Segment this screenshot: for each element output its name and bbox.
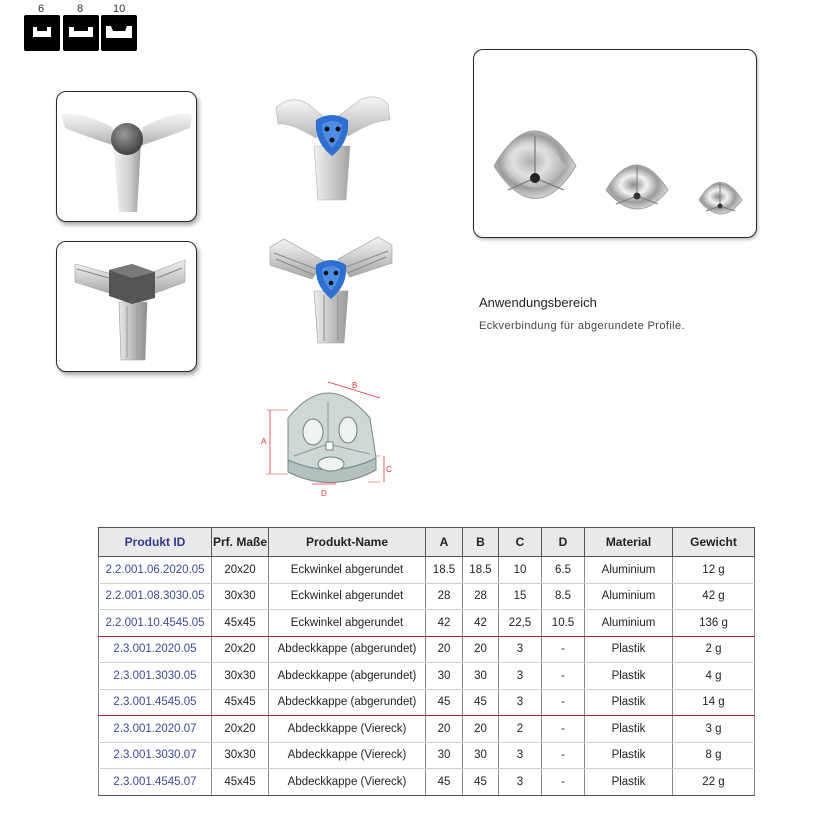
cell-name: Abdeckkappe (abgerundet) [269,636,426,663]
cell-d: - [542,742,585,769]
cell-a: 30 [426,663,463,690]
connector-sizes-photo [473,49,757,238]
table-row [99,716,755,743]
cell-product-id: 2.3.001.3030.05 [99,663,212,690]
cell-size: 30x30 [212,583,269,610]
header-c: C [499,528,542,557]
cell-a: 42 [426,610,463,637]
table-row [99,769,755,796]
table-row [99,742,755,769]
cell-c: 22,5 [499,610,542,637]
header-a: A [426,528,463,557]
cell-weight: 4 g [673,663,755,690]
header-weight: Gewicht [673,528,755,557]
cell-product-id: 2.3.001.4545.07 [99,769,212,796]
cell-d: 6.5 [542,557,585,584]
cell-size: 30x30 [212,663,269,690]
profile-corner-connector-image [264,235,398,347]
slot-8-icon [63,15,99,51]
cell-product-id: 2.3.001.4545.05 [99,689,212,716]
cell-c: 3 [499,742,542,769]
dimension-label-d: D [321,489,327,498]
cell-name: Eckwinkel abgerundet [269,583,426,610]
dimension-drawing [258,374,394,502]
cell-name: Abdeckkappe (abgerundet) [269,663,426,690]
cell-material: Aluminium [585,557,673,584]
cell-c: 3 [499,663,542,690]
header-profile-size: Prf. Maße [212,528,269,557]
cell-size: 45x45 [212,610,269,637]
cell-b: 45 [463,689,499,716]
header-d: D [542,528,585,557]
cell-b: 45 [463,769,499,796]
table-header-row [99,528,755,557]
cell-c: 2 [499,716,542,743]
cell-material: Plastik [585,716,673,743]
rounded-corner-connector-image [268,90,398,202]
table-row [99,610,755,637]
cell-c: 10 [499,557,542,584]
slot-6-icon [24,15,60,51]
cell-c: 15 [499,583,542,610]
cell-material: Aluminium [585,583,673,610]
square-corner-cap-photo [56,241,197,372]
cell-b: 28 [463,583,499,610]
cell-d: 10.5 [542,610,585,637]
cell-a: 18.5 [426,557,463,584]
cell-name: Eckwinkel abgerundet [269,610,426,637]
cell-a: 30 [426,742,463,769]
cell-a: 45 [426,689,463,716]
dimension-label-a: A [261,437,267,446]
cell-b: 18.5 [463,557,499,584]
cell-material: Plastik [585,769,673,796]
slot-size-label: 6 [38,3,45,15]
cell-product-id: 2.2.001.08.3030.05 [99,583,212,610]
cell-product-id: 2.2.001.06.2020.05 [99,557,212,584]
cell-name: Abdeckkappe (Viereck) [269,742,426,769]
dimension-label-b: B [352,381,358,390]
cell-b: 20 [463,716,499,743]
cell-weight: 2 g [673,636,755,663]
cell-name: Abdeckkappe (abgerundet) [269,689,426,716]
cell-weight: 14 g [673,689,755,716]
header-b: B [463,528,499,557]
cell-material: Plastik [585,663,673,690]
table-row [99,557,755,584]
cell-product-id: 2.3.001.3030.07 [99,742,212,769]
cell-a: 28 [426,583,463,610]
cell-c: 3 [499,769,542,796]
cell-b: 30 [463,663,499,690]
cell-b: 20 [463,636,499,663]
cell-product-id: 2.3.001.2020.05 [99,636,212,663]
cell-size: 45x45 [212,689,269,716]
cell-d: - [542,716,585,743]
cell-size: 45x45 [212,769,269,796]
cell-material: Plastik [585,742,673,769]
cell-b: 42 [463,610,499,637]
cell-weight: 3 g [673,716,755,743]
cell-a: 45 [426,769,463,796]
cell-name: Abdeckkappe (Viereck) [269,769,426,796]
cell-material: Aluminium [585,610,673,637]
cell-a: 20 [426,636,463,663]
cell-b: 30 [463,742,499,769]
cell-name: Eckwinkel abgerundet [269,557,426,584]
cell-weight: 8 g [673,742,755,769]
application-description: Eckverbindung für abgerundete Profile. [479,320,685,332]
cell-weight: 22 g [673,769,755,796]
cell-product-id: 2.2.001.10.4545.05 [99,610,212,637]
dimension-label-c: C [386,465,392,474]
cell-product-id: 2.3.001.2020.07 [99,716,212,743]
cell-c: 3 [499,636,542,663]
cell-c: 3 [499,689,542,716]
cell-size: 20x20 [212,716,269,743]
cell-d: - [542,769,585,796]
table-row [99,663,755,690]
cell-size: 20x20 [212,636,269,663]
product-table [98,527,755,796]
cell-size: 30x30 [212,742,269,769]
cell-weight: 12 g [673,557,755,584]
slot-size-label: 8 [77,3,84,15]
cell-material: Plastik [585,636,673,663]
slot-10-icon [101,15,137,51]
cell-d: - [542,689,585,716]
cell-d: - [542,663,585,690]
cell-weight: 136 g [673,610,755,637]
cell-name: Abdeckkappe (Viereck) [269,716,426,743]
application-title: Anwendungsbereich [479,295,597,310]
table-row [99,636,755,663]
cell-weight: 42 g [673,583,755,610]
header-material: Material [585,528,673,557]
header-product-name: Produkt-Name [269,528,426,557]
cell-d: - [542,636,585,663]
cell-d: 8.5 [542,583,585,610]
table-row [99,583,755,610]
cell-size: 20x20 [212,557,269,584]
cell-material: Plastik [585,689,673,716]
header-product-id: Produkt ID [99,528,212,557]
slot-size-label: 10 [113,3,126,15]
cell-a: 20 [426,716,463,743]
rounded-corner-cap-photo [56,91,197,222]
table-row [99,689,755,716]
